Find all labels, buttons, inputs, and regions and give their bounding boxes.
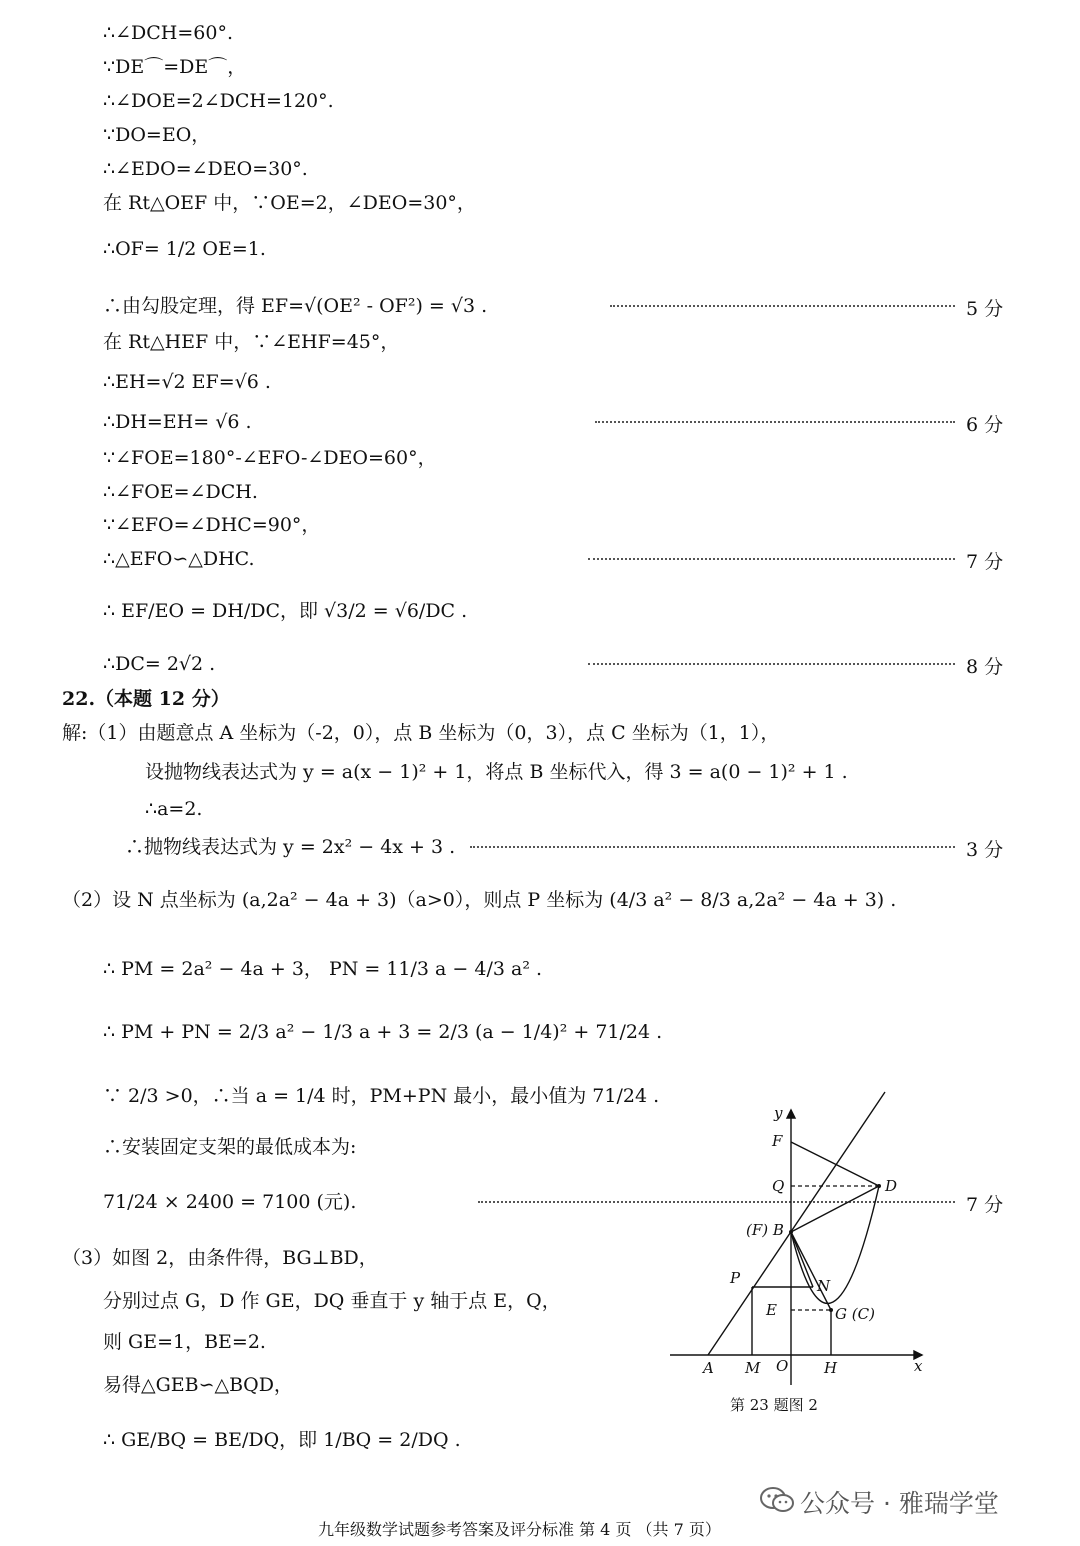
line-7: ∴OF= 1/2 OE=1. (103, 238, 266, 260)
label-e: E (766, 1301, 777, 1319)
score-leader (588, 663, 955, 665)
line-21: ∴a=2. (145, 798, 203, 820)
score-leader (610, 305, 955, 307)
segment-bn (791, 1232, 813, 1287)
line-3: ∴∠DOE=2∠DCH=120°. (103, 90, 334, 112)
line-12: ∵∠FOE=180°-∠EFO-∠DEO=60°， (103, 447, 437, 469)
line-25: ∴ PM + PN = 2/3 a² − 1/3 a + 3 = 2/3 (a − 1/4)² + 71/24 . (103, 1021, 663, 1043)
label-d: D (885, 1177, 898, 1195)
line-27: ∴安装固定支架的最低成本为: (103, 1136, 357, 1158)
line-9: 在 Rt△HEF 中，∵∠EHF=45°， (103, 331, 400, 353)
label-f: F (772, 1132, 783, 1150)
parabola (791, 1186, 879, 1303)
label-n: N (817, 1277, 831, 1295)
line-11: ∴DH=EH= √6 . (103, 411, 252, 433)
line-28: 71/24 × 2400 = 7100 (元). (103, 1191, 357, 1213)
line-16: ∴ EF/EO = DH/DC，即 √3/2 = √6/DC . (103, 600, 468, 622)
segment-bg (791, 1232, 831, 1310)
score-leader (470, 846, 955, 848)
line-23: （2）设 N 点坐标为 (a,2a² − 4a + 3)（a>0），则点 P 坐标为 (4/3 a² − 8/3 a,2a² − 4a + 3) . (62, 889, 897, 911)
page-footer: 九年级数学试题参考答案及评分标准 第 4 页 （共 7 页） (318, 1520, 721, 1539)
line-30: 分别过点 G，D 作 GE，DQ 垂直于 y 轴于点 E，Q， (103, 1290, 561, 1312)
line-15: ∴△EFO∽△DHC. (103, 548, 255, 570)
line-19: 解:（1）由题意点 A 坐标为（-2，0），点 B 坐标为（0，3），点 C 坐标为（1，1）， (62, 722, 780, 744)
label-x: x (914, 1357, 923, 1375)
score-leader (595, 421, 955, 423)
score-3: 7 分 (966, 551, 1004, 573)
line-26: ∵ 2/3 >0，∴当 a = 1/4 时，PM+PN 最小，最小值为 71/24 . (103, 1085, 660, 1107)
figure-caption: 第 23 题图 2 (730, 1396, 818, 1414)
problem-22-heading: 22.（本题 12 分） (62, 688, 230, 710)
line-17: ∴DC= 2√2 . (103, 653, 216, 675)
line-10: ∴EH=√2 EF=√6 . (103, 371, 271, 393)
line-20: 设抛物线表达式为 y = a(x − 1)² + 1，将点 B 坐标代入，得 3 = a(0 − 1)² + 1 . (145, 761, 848, 783)
label-gc: G (C) (835, 1305, 875, 1323)
line-13: ∴∠FOE=∠DCH. (103, 481, 258, 503)
line-31: 则 GE=1，BE=2. (103, 1331, 266, 1353)
line-22: ∴抛物线表达式为 y = 2x² − 4x + 3 . (125, 836, 456, 858)
score-6: 7 分 (966, 1194, 1004, 1216)
point-b (789, 1230, 793, 1234)
line-1: ∴∠DCH=60°. (103, 22, 233, 44)
score-5: 3 分 (966, 839, 1004, 861)
label-fb: (F) B (746, 1221, 784, 1239)
watermark-text: 公众号 · 雅瑞学堂 (800, 1489, 999, 1518)
line-32: 易得△GEB∽△BQD， (103, 1374, 293, 1396)
segment-fd (791, 1142, 879, 1186)
line-2: ∵DE⌒=DE⌒， (103, 56, 247, 78)
point-d (877, 1184, 881, 1188)
line-4: ∵DO=EO， (103, 124, 211, 146)
label-q: Q (772, 1177, 785, 1195)
score-4: 8 分 (966, 656, 1004, 678)
label-o: O (776, 1357, 789, 1375)
label-h: H (824, 1359, 838, 1377)
line-14: ∵∠EFO=∠DHC=90°， (103, 514, 321, 536)
score-1: 5 分 (966, 298, 1004, 320)
wechat-icon (760, 1487, 794, 1513)
line-5: ∴∠EDO=∠DEO=30°. (103, 158, 308, 180)
label-m: M (745, 1359, 761, 1377)
point-g (829, 1308, 833, 1312)
line-29: （3）如图 2，由条件得，BG⊥BD， (62, 1247, 378, 1269)
label-y: y (774, 1104, 783, 1122)
y-axis-arrow (787, 1110, 795, 1118)
score-leader (588, 558, 955, 560)
score-2: 6 分 (966, 414, 1004, 436)
figure-23-graph (660, 1090, 940, 1390)
line-8: ∴由勾股定理，得 EF=√(OE² - OF²) = √3 . (103, 295, 488, 317)
line-24: ∴ PM = 2a² − 4a + 3， PN = 11/3 a − 4/3 a² . (103, 958, 543, 980)
label-a: A (703, 1359, 714, 1377)
segment-bd (791, 1186, 879, 1232)
label-p: P (730, 1269, 741, 1287)
line-6: 在 Rt△OEF 中，∵OE=2，∠DEO=30°， (103, 192, 476, 214)
line-33: ∴ GE/BQ = BE/DQ，即 1/BQ = 2/DQ . (103, 1429, 461, 1451)
